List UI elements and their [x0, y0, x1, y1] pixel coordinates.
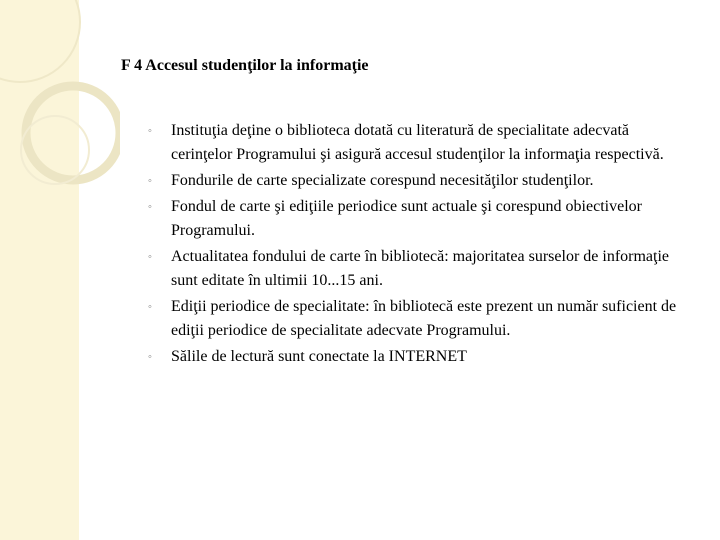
ring-bullet-icon: ◦	[148, 251, 152, 263]
ring-thick-mid	[26, 86, 120, 180]
ring-bullet-icon: ◦	[148, 201, 152, 213]
bullet-item	[148, 169, 688, 193]
bullet-item	[148, 119, 688, 167]
ring-bullet-icon: ◦	[148, 175, 152, 187]
bullet-text: Ediţii periodice de specialitate: în bibliotecă este prezent un număr suficient de ediţii periodice de specialitate adecvate Programului.	[171, 298, 677, 339]
bullet-item	[148, 195, 688, 243]
bullet-text: Sălile de lectură sunt conectate la INTERNET	[171, 348, 467, 365]
ring-bullet-icon: ◦	[148, 351, 152, 363]
ring-large-top	[0, 0, 80, 82]
bullet-item	[148, 295, 688, 343]
bullet-text: Actualitatea fondului de carte în bibliotecă: majoritatea surselor de informaţie sunt editate în ultimii 10...15 ani.	[171, 248, 670, 289]
bullet-text: Fondurile de carte specializate corespund necesităţilor studenţilor.	[171, 172, 594, 189]
ring-bullet-icon: ◦	[148, 301, 152, 313]
slide-title: F 4 Accesul studenţilor la informaţie	[121, 57, 369, 74]
bullet-text: Instituţia deţine o biblioteca dotată cu literatură de specialitate adecvată cerinţelor Programului şi asigură accesul studenţilor la informaţia respectivă.	[171, 122, 664, 163]
ring-bullet-icon: ◦	[148, 125, 152, 137]
bullet-item	[148, 345, 688, 369]
decorative-rings	[0, 0, 120, 540]
bullet-item	[148, 245, 688, 293]
bullet-list	[148, 119, 688, 371]
bullet-text: Fondul de carte şi ediţiile periodice sunt actuale şi corespund obiectivelor Programului.	[171, 198, 642, 239]
